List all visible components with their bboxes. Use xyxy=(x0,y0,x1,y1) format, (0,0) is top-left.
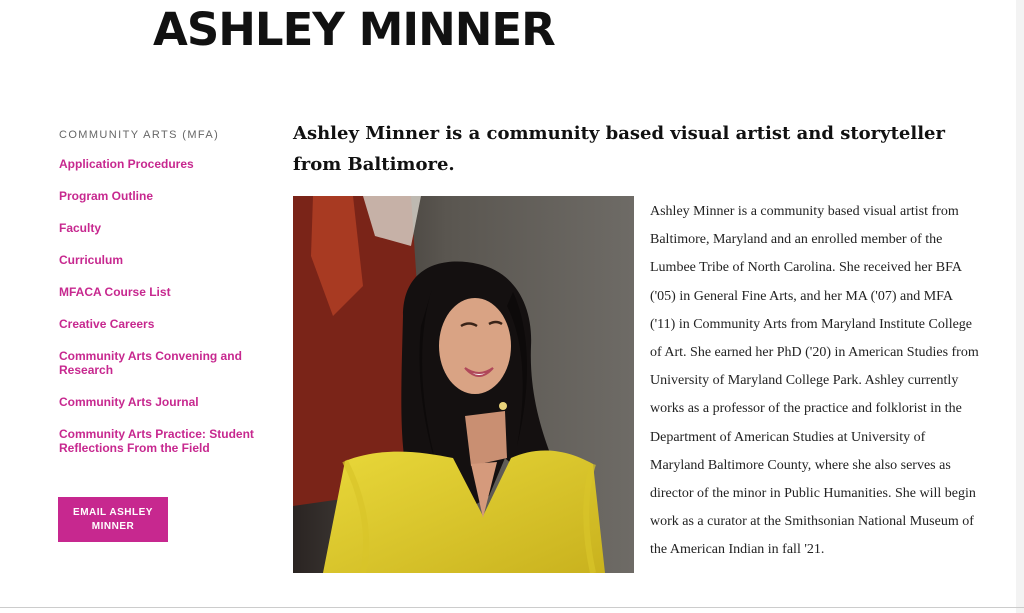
lead-heading: Ashley Minner is a community based visual artist and storyteller from Baltimore. xyxy=(293,123,945,175)
sidebar-item-mfaca-course-list[interactable]: MFACA Course List xyxy=(59,285,171,299)
sidebar-item-program-outline[interactable]: Program Outline xyxy=(59,189,154,203)
sidebar-item-community-arts-journal[interactable]: Community Arts Journal xyxy=(59,395,199,409)
portrait-photo xyxy=(293,196,634,573)
sidebar-heading[interactable]: COMMUNITY ARTS (MFA) xyxy=(59,129,220,141)
sidebar xyxy=(59,127,269,473)
bottom-divider xyxy=(0,607,1024,608)
sidebar-item-faculty[interactable]: Faculty xyxy=(59,221,102,235)
sidebar-item-community-arts-convening[interactable]: Community Arts Convening and Research xyxy=(59,349,242,377)
sidebar-item-creative-careers[interactable]: Creative Careers xyxy=(59,317,155,331)
sidebar-item-application-procedures[interactable]: Application Procedures xyxy=(59,157,194,171)
sidebar-nav xyxy=(59,157,269,455)
sidebar-item-curriculum[interactable]: Curriculum xyxy=(59,253,124,267)
bio-paragraph: Ashley Minner is a community based visual artist from Baltimore, Maryland and an enrolled member of the Lumbee Tribe of North Carolina. She received her BFA ('05) in General Fine Arts, and her MA ('07) and MFA ('11) in Community Arts from Maryland Institute College of Art. She earned her PhD ('20) in American Studies from University of Maryland College Park. Ashley currently works as a professor of the practice and folklorist in the Department of American Studies at University of Maryland Baltimore County, where she also serves as director of the minor in Public Humanities. She will begin work as a curator at the Smithsonian National Museum of the American Indian in fall '21. xyxy=(650,204,979,558)
sidebar-item-community-arts-practice[interactable]: Community Arts Practice: Student Reflections From the Field xyxy=(59,427,254,455)
email-button[interactable]: EMAIL ASHLEY MINNER xyxy=(58,497,168,542)
page-edge-divider xyxy=(1016,0,1024,613)
page-title: ASHLEY MINNER xyxy=(153,3,555,56)
portrait-illustration xyxy=(293,196,634,573)
